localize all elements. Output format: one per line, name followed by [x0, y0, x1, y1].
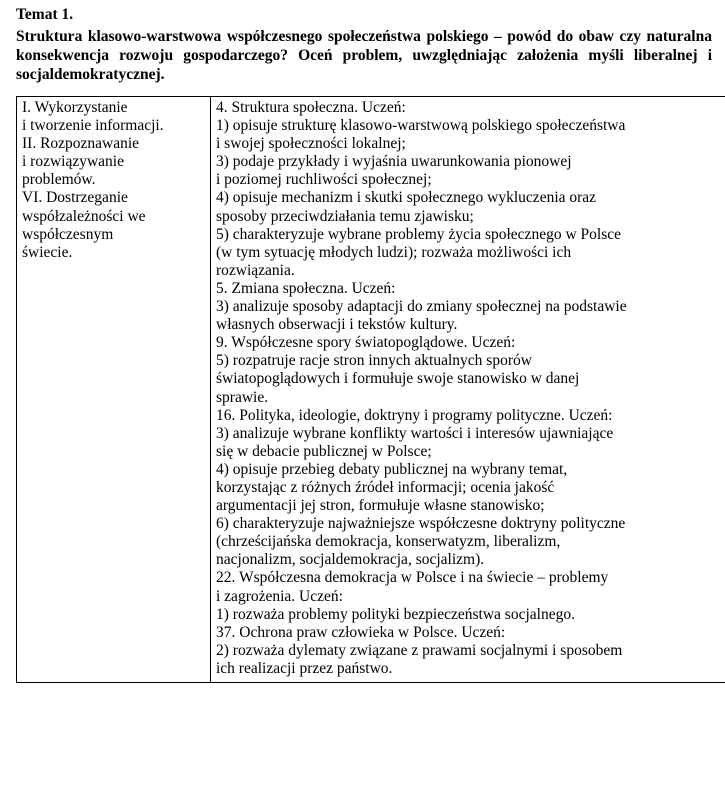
requirement-line: 5. Zmiana społeczna. Uczeń:	[216, 279, 396, 297]
requirement-line: korzystając z różnych źródeł informacji; ocenia jakość	[216, 478, 555, 496]
requirement-line: rozwiązania.	[216, 261, 295, 279]
requirement-line: 5) charakteryzuje wybrane problemy życia społecznego w Polsce	[216, 225, 621, 243]
topic-heading: Struktura klasowo-warstwowa współczesnego społeczeństwa polskiego – powód do obaw czy naturalna konsekwencja rozwoju gospodarczego? Oceń problem, uwzględniając założenia myśli liberalnej i socjaldemokratycznej.	[16, 28, 712, 83]
requirement-line: własnych obserwacji i tekstów kultury.	[216, 316, 458, 334]
skills-line: i tworzenie informacji.	[22, 117, 164, 135]
requirement-line: 3) analizuje wybrane konflikty wartości i interesów ujawniające	[216, 424, 614, 442]
skills-line: I. Wykorzystanie	[22, 99, 128, 116]
topic-title: Temat 1.	[16, 6, 74, 23]
requirement-line: 22. Współczesna demokracja w Polsce i na świecie – problemy	[216, 569, 609, 587]
requirement-line: 16. Polityka, ideologie, doktryny i programy polityczne. Uczeń:	[216, 406, 613, 424]
skills-line: i rozwiązywanie	[22, 153, 124, 171]
requirement-line: 2) rozważa dylematy związane z prawami socjalnymi i sposobem	[216, 641, 623, 659]
requirement-line: 37. Ochrona praw człowieka w Polsce. Uczeń:	[216, 623, 506, 641]
skills-line: problemów.	[22, 171, 96, 189]
requirement-line: 3) analizuje sposoby adaptacji do zmiany społecznej na podstawie	[216, 298, 627, 316]
skills-cell	[17, 97, 211, 683]
topic-block	[16, 6, 712, 84]
requirement-line: sprawie.	[216, 388, 269, 406]
requirement-line: 4) opisuje przebieg debaty publicznej na wybrany temat,	[216, 460, 568, 478]
requirement-line: 9. Współczesne spory światopoglądowe. Uczeń:	[216, 334, 516, 352]
requirement-line: i swojej społeczności lokalnej;	[216, 135, 406, 153]
requirement-line: 6) charakteryzuje najważniejsze współczesne doktryny polityczne	[216, 515, 626, 533]
requirement-line: 1) opisuje strukturę klasowo-warstwową polskiego społeczeństwa	[216, 117, 626, 135]
skills-line: II. Rozpoznawanie	[22, 135, 140, 153]
requirement-line: nacjonalizm, socjaldemokracja, socjalizm).	[216, 551, 485, 569]
requirement-line: 4) opisuje mechanizm i skutki społecznego wykluczenia oraz	[216, 189, 597, 207]
requirement-line: 5) rozpatruje racje stron innych aktualnych sporów	[216, 352, 532, 370]
requirement-line: 3) podaje przykłady i wyjaśnia uwarunkowania pionowej	[216, 153, 572, 171]
requirement-line: (chrześcijańska demokracja, konserwatyzm, liberalizm,	[216, 533, 561, 551]
requirement-line: argumentacji jej stron, formułuje własne stanowisko;	[216, 497, 545, 515]
requirement-line: światopoglądowych i formułuje swoje stanowisko w danej	[216, 370, 580, 388]
requirement-line: sposoby przeciwdziałania temu zjawisku;	[216, 207, 474, 225]
skills-line: świecie.	[22, 243, 73, 261]
requirement-line: 1) rozważa problemy polityki bezpieczeństwa socjalnego.	[216, 605, 575, 623]
skills-line: współzależności we	[22, 207, 146, 225]
requirement-line: i zagrożenia. Uczeń:	[216, 587, 343, 605]
skills-line: VI. Dostrzeganie	[22, 189, 128, 207]
requirement-line: 4. Struktura społeczna. Uczeń:	[216, 99, 406, 116]
requirements-table	[16, 96, 725, 683]
requirement-line: się w debacie publicznej w Polsce;	[216, 442, 432, 460]
requirements-cell	[211, 97, 725, 683]
requirement-line: ich realizacji przez państwo.	[216, 659, 393, 677]
skills-line: współczesnym	[22, 225, 114, 243]
requirement-line: (w tym sytuację młodych ludzi); rozważa możliwości ich	[216, 243, 572, 261]
requirement-line: i poziomej ruchliwości społecznej;	[216, 171, 432, 189]
table-row	[17, 97, 725, 683]
